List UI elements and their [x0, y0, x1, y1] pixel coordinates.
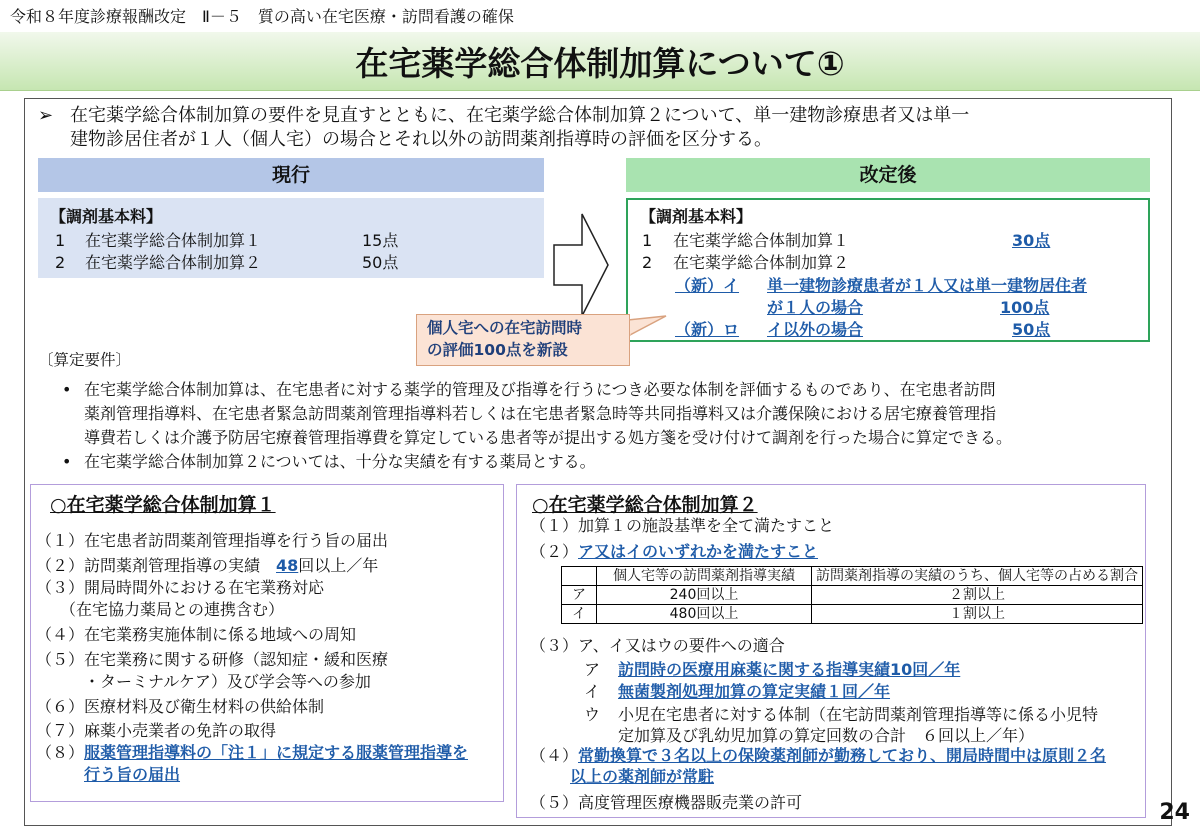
panel-1-item-1: （１）在宅患者訪問薬剤管理指導を行う旨の届出: [36, 531, 389, 550]
table-header-cell: 個人宅等の訪問薬剤指導実績: [597, 567, 812, 586]
panel-1-item-2-count: 48: [276, 556, 299, 575]
bullet-icon: •: [62, 452, 72, 471]
table-cell: 480回以上: [597, 605, 812, 624]
panel-1-item-8-marker: （８）: [36, 743, 85, 762]
table-row: [562, 586, 1143, 605]
current-item-2-num: 2: [55, 253, 66, 272]
table-header-cell: [562, 567, 597, 586]
revised-item-1-label: 在宅薬学総合体制加算１: [673, 231, 850, 250]
panel-2-sub-b-marker: イ: [584, 682, 601, 701]
revised-section: 【調剤基本料】: [640, 207, 753, 226]
arrow-bullet-icon: ➢: [38, 105, 54, 126]
revised-item-1-num: 1: [642, 231, 653, 250]
revised-item-2-num: 2: [642, 253, 653, 272]
requirements-table: [561, 566, 1143, 624]
callout-line-1: 個人宅への在宅訪問時: [427, 319, 583, 337]
revised-sub-a-line-1: 単一建物診療患者が１人又は単一建物居住者: [767, 276, 1088, 295]
panel-2-item-5: （５）高度管理医療機器販売業の許可: [530, 793, 803, 812]
right-arrow-icon: [552, 210, 612, 320]
panel-2-sub-c-marker: ウ: [584, 705, 601, 724]
current-item-1-label: 在宅薬学総合体制加算１: [85, 231, 262, 250]
panel-1-item-2: [36, 555, 378, 577]
panel-2-sub-b-text: 無菌製剤処理加算の算定実績１回／年: [618, 682, 891, 701]
table-header-cell: 訪問薬剤指導の実績のうち、個人宅等の占める割合: [812, 567, 1143, 586]
current-item-2-points: 50点: [362, 253, 399, 272]
panel-1-item-3-line-2: （在宅協力薬局との連携含む）: [36, 600, 285, 619]
revised-sub-b-label: イ以外の場合: [767, 320, 864, 339]
page-title: 在宅薬学総合体制加算について①: [355, 44, 845, 83]
panel-2-item-4-line-1: 常勤換算で３名以上の保険薬剤師が勤務しており、開局時間中は原則２名: [578, 746, 1107, 765]
requirements-list: [62, 378, 1162, 474]
panel-1-item-5-line-2: ・ターミナルケア）及び学会等への参加: [36, 672, 371, 691]
panel-2-sub-a-marker: ア: [584, 660, 601, 679]
callout-line-2: の評価100点を新設: [427, 341, 568, 359]
revised-sub-b-prefix: （新）ロ: [675, 320, 740, 339]
bullet-icon: •: [62, 380, 72, 399]
requirement-2-text: 在宅薬学総合体制加算２については、十分な実績を有する薬局とする。: [84, 452, 596, 471]
panel-1-title: ○在宅薬学総合体制加算１: [50, 494, 276, 516]
panel-2-title: ○在宅薬学総合体制加算２: [532, 494, 758, 516]
panel-2-item-4-marker: （４）: [530, 746, 579, 765]
revised-item-2-label: 在宅薬学総合体制加算２: [673, 253, 850, 272]
requirement-item-2: [62, 450, 1162, 474]
requirements-heading: 〔算定要件〕: [38, 351, 132, 369]
table-row: [562, 605, 1143, 624]
intro-paragraph: [38, 104, 1168, 152]
callout-box: [416, 314, 630, 366]
current-item-2-label: 在宅薬学総合体制加算２: [85, 253, 262, 272]
panel-2-sub-a-text: 訪問時の医療用麻薬に関する指導実績10回／年: [618, 660, 961, 679]
panel-2-item-3: （３）ア、イ又はウの要件への適合: [530, 636, 785, 655]
panel-1-item-2-text: （２）訪問薬剤管理指導の実績: [36, 556, 277, 575]
panel-1-item-3-line-1: （３）開局時間外における在宅業務対応: [36, 578, 325, 597]
revised-item-1-points: 30点: [1012, 231, 1051, 250]
panel-1-item-8-line-1: 服薬管理指導料の「注１」に規定する服薬管理指導を: [84, 743, 469, 762]
revised-sub-b-points: 50点: [1012, 320, 1051, 339]
current-item-1-num: 1: [55, 231, 66, 250]
requirement-item-1: [62, 378, 1162, 450]
slide-header: 令和８年度診療報酬改定 Ⅱ－５ 質の高い在宅医療・訪問看護の確保: [10, 7, 514, 26]
table-cell: 240回以上: [597, 586, 812, 605]
panel-2-item-1: （１）加算１の施設基準を全て満たすこと: [530, 516, 835, 535]
revised-sub-a-prefix: （新）イ: [675, 276, 740, 295]
intro-line-2: 建物診居住者が１人（個人宅）の場合とそれ以外の訪問薬剤指導時の評価を区分する。: [70, 129, 772, 150]
table-header-row: [562, 567, 1143, 586]
panel-2-item-2-text: ア又はイのいずれかを満たすこと: [578, 542, 819, 561]
requirement-1-line-2: 薬剤管理指導料、在宅患者緊急訪問薬剤管理指導料若しくは在宅患者緊急時等共同指導料又は介護保険における居宅療養管理指: [84, 404, 997, 423]
page-number: 24: [1159, 800, 1190, 825]
current-item-1-points: 15点: [362, 231, 399, 250]
panel-1-item-6: （６）医療材料及び衛生材料の供給体制: [36, 697, 325, 716]
table-cell: ア: [562, 586, 597, 605]
table-cell: イ: [562, 605, 597, 624]
current-header: 現行: [38, 158, 544, 192]
revised-sub-a-line-2: が１人の場合: [767, 298, 864, 317]
table-cell: ２割以上: [812, 586, 1143, 605]
panel-1-item-2-unit: 回以上／年: [298, 556, 379, 575]
table-cell: １割以上: [812, 605, 1143, 624]
panel-1-item-7: （７）麻薬小売業者の免許の取得: [36, 721, 277, 740]
panel-2-sub-c-line-1: 小児在宅患者に対する体制（在宅訪問薬剤管理指導等に係る小児特: [618, 705, 1099, 724]
panel-1-item-5-line-1: （５）在宅業務に関する研修（認知症・緩和医療: [36, 650, 389, 669]
requirement-1-line-3: 導費若しくは介護予防居宅療養管理指導費を算定している患者等が提出する処方箋を受け付けて調剤を行った場合に算定できる。: [84, 428, 1013, 447]
requirement-1-line-1: 在宅薬学総合体制加算は、在宅患者に対する薬学的管理及び指導を行うにつき必要な体制を評価するものであり、在宅患者訪問: [84, 380, 996, 399]
intro-line-1: 在宅薬学総合体制加算の要件を見直すとともに、在宅薬学総合体制加算２について、単一建物診療患者又は単一: [70, 105, 970, 126]
panel-2-sub-c-line-2: 定加算及び乳幼児加算の算定回数の合計 ６回以上／年）: [618, 726, 1035, 745]
panel-1-item-8-line-2: 行う旨の届出: [84, 765, 181, 784]
revised-header: 改定後: [626, 158, 1150, 192]
panel-2-item-2-marker: （２）: [530, 542, 579, 561]
revised-sub-a-points: 100点: [1000, 298, 1050, 317]
current-section: 【調剤基本料】: [50, 207, 163, 226]
panel-1-item-4: （４）在宅業務実施体制に係る地域への周知: [36, 625, 357, 644]
panel-2-item-4-line-2: 以上の薬剤師が常駐: [570, 767, 715, 786]
